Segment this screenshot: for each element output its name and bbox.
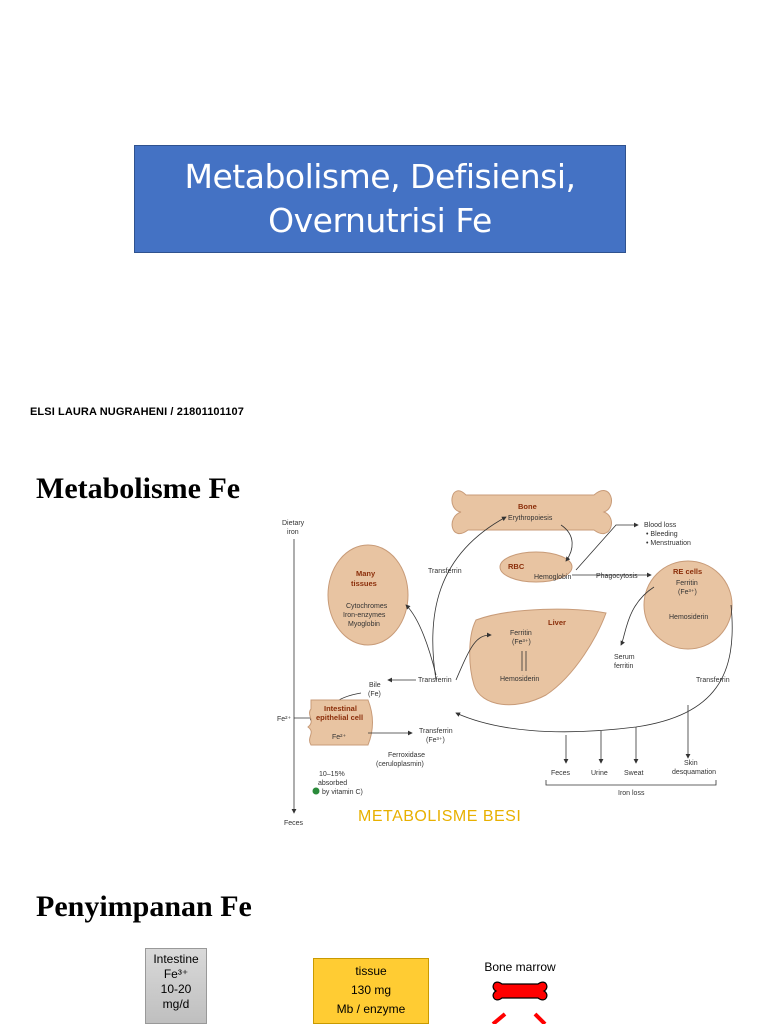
absorbed-2: absorbed xyxy=(318,780,348,787)
many-tissues-1: Many xyxy=(356,569,376,578)
bone-shape xyxy=(452,491,612,534)
tissue-amount: 130 mg xyxy=(350,983,392,997)
absorbed-3: by vitamin C) xyxy=(322,789,363,796)
title-box xyxy=(134,145,626,253)
re-hemosiderin: Hemosiderin xyxy=(669,614,709,621)
blood-loss-1: Blood loss xyxy=(644,522,677,529)
tissue-item-2: Iron-enzymes xyxy=(343,612,386,619)
bone-marrow-block xyxy=(475,960,565,1024)
tissue-item-3: Myoglobin xyxy=(348,621,380,628)
intestine-box xyxy=(145,948,207,1024)
heading-metabolisme: Metabolisme Fe xyxy=(36,472,241,505)
intestine-label: Intestine xyxy=(153,952,199,966)
intestine-fe3: Fe³⁺ xyxy=(163,967,189,981)
loss-sweat: Sweat xyxy=(624,770,644,777)
iron-loss-label: Iron loss xyxy=(618,790,645,797)
tissue-kind: Mb / enzyme xyxy=(336,1002,406,1016)
metabolism-diagram xyxy=(276,475,736,833)
bone-marrow-icon xyxy=(490,978,550,1004)
intestine-unit: mg/d xyxy=(162,997,190,1011)
bone-subtitle: Erythropoiesis xyxy=(508,515,553,522)
title-line-1: Metabolisme, Defisiensi, xyxy=(184,157,576,196)
transferrin-low-1: Transferrin xyxy=(419,728,453,735)
skin-1: Skin xyxy=(684,760,698,767)
intestinal-1: Intestinal xyxy=(324,704,357,713)
many-tissues-2: tissues xyxy=(351,579,377,588)
fe2-left-label: Fe²⁺ xyxy=(277,716,292,723)
intestinal-2: epithelial cell xyxy=(316,713,364,722)
blood-loss-2: • Bleeding xyxy=(646,531,678,538)
many-tissues-shape xyxy=(328,545,408,645)
feces-bottom-label: Feces xyxy=(284,820,304,827)
storage-diagram xyxy=(137,948,657,1024)
blood-loss-3: • Menstruation xyxy=(646,540,691,547)
dietary-iron-label-2: iron xyxy=(287,529,299,536)
absorbed-1: 10–15% xyxy=(319,771,345,778)
serum-ferritin-2: ferritin xyxy=(614,663,634,670)
intestine-amount: 10-20 xyxy=(160,982,192,996)
re-ferritin: Ferritin xyxy=(676,580,698,587)
loss-feces: Feces xyxy=(551,770,571,777)
dietary-iron-label-1: Dietary xyxy=(282,520,305,527)
title-line-2: Overnutrisi Fe xyxy=(268,201,492,240)
vitamin-c-icon xyxy=(313,788,320,795)
liver-hemosiderin: Hemosiderin xyxy=(500,676,540,683)
transferrin-mid: Transferrin xyxy=(418,677,452,684)
tissue-label: tissue xyxy=(355,964,387,978)
liver-fe3: (Fe³⁺) xyxy=(512,639,531,646)
serum-ferritin-1: Serum xyxy=(614,654,635,661)
re-fe3: (Fe³⁺) xyxy=(678,589,697,596)
metabolism-diagram-svg xyxy=(276,475,736,833)
loss-urine: Urine xyxy=(591,770,608,777)
phagocytosis-label: Phagocytosis xyxy=(596,573,638,580)
transferrin-low-2: (Fe³⁺) xyxy=(426,737,445,744)
tissue-box xyxy=(313,958,429,1024)
tissue-item-1: Cytochromes xyxy=(346,603,388,610)
re-cells-label: RE cells xyxy=(673,567,703,576)
bile-1: Bile xyxy=(369,682,381,689)
bile-2: (Fe) xyxy=(368,691,381,698)
author-line: ELSI LAURA NUGRAHENI / 21801101107 xyxy=(30,406,244,418)
arrows-icon xyxy=(485,1010,555,1024)
transferrin-right: Transferrin xyxy=(696,677,730,684)
rbc-label: RBC xyxy=(508,562,525,571)
bone-marrow-label: Bone marrow xyxy=(484,960,556,974)
skin-2: desquamation xyxy=(672,769,716,776)
cell-fe2: Fe²⁺ xyxy=(332,734,347,741)
heading-penyimpanan: Penyimpanan Fe xyxy=(36,890,252,923)
hemoglobin-label: Hemoglobin xyxy=(534,574,572,581)
bone-title: Bone xyxy=(518,502,537,511)
liver-ferritin: Ferritin xyxy=(510,630,532,637)
transferrin-top: Transferrin xyxy=(428,568,462,575)
diagram-caption: METABOLISME BESI xyxy=(358,808,522,825)
ferroxidase-1: Ferroxidase xyxy=(388,752,425,759)
liver-label: Liver xyxy=(548,618,566,627)
ferroxidase-2: (ceruloplasmin) xyxy=(376,761,424,768)
